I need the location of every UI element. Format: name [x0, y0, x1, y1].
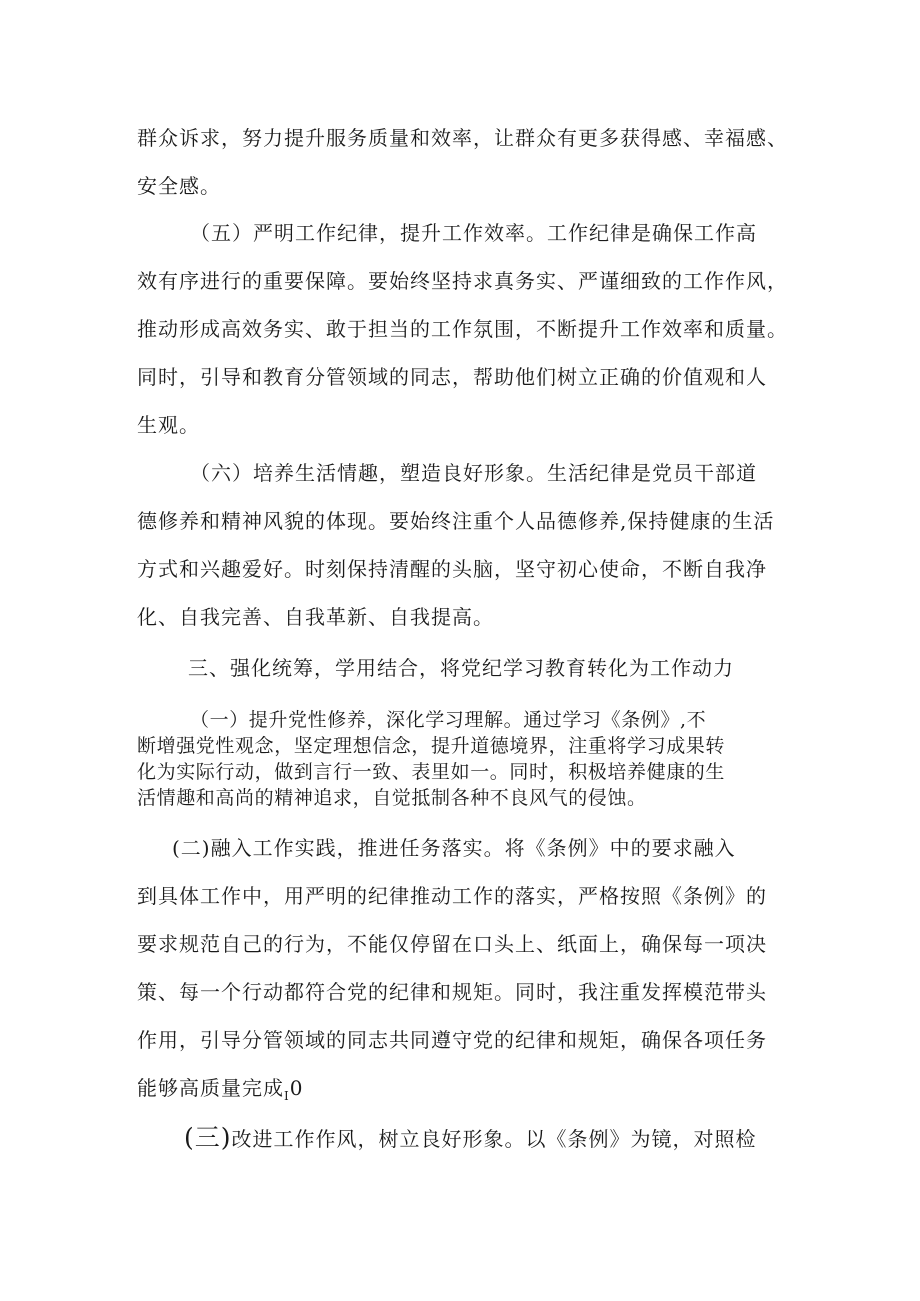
ocr-artifact-tail: 0 — [289, 1076, 304, 1100]
text-line: 群众诉求，努力提升服务质量和效率，让群众有更多获得感、幸福感、 — [137, 126, 788, 150]
text-line: 作用，引导分管领域的同志共同遵守党的纪律和规矩，确保各项任务 — [137, 1028, 767, 1052]
text-line: 到具体工作中，用严明的纪律推动工作的落实，严格按照《条例》的 — [137, 884, 767, 908]
text-line: 化、自我完善、自我革新、自我提高。 — [137, 605, 494, 629]
text-line: 策、每一个行动都符合党的纪律和规矩。同时，我注重发挥模范带头 — [137, 980, 767, 1004]
text-line: 要求规范自己的行为，不能仅停留在口头上、纸面上，确保每一项决 — [137, 932, 767, 956]
text-line: 方式和兴趣爱好。时刻保持清醒的头脑，坚守初心使命，不断自我净 — [137, 557, 767, 581]
text-line: 生观。 — [137, 413, 200, 437]
text-line: 推动形成高效务实、敢于担当的工作氛围，不断提升工作效率和质量。 — [137, 317, 788, 341]
section-heading-6: （六）培养生活情趣，塑造良好形象。生活纪律是党员干部道 — [190, 461, 757, 485]
text-line: 德修养和精神风貌的体现。要始终注重个人品德修养,保持健康的生活 — [137, 509, 775, 533]
text-line: 活情趣和高尚的精神追求，自觉抵制各种不良风气的侵蚀。 — [137, 787, 647, 809]
text-line-body: 改进工作作风，树立良好形象。以《条例》为镜，对照检 — [231, 1127, 757, 1151]
text-line — [137, 1074, 303, 1105]
text-line: 同时，引导和教育分管领域的同志，帮助他们树立正确的价值观和人 — [137, 365, 767, 389]
section-heading-5: （五）严明工作纪律，提升工作效率。工作纪律是确保工作高 — [190, 221, 757, 245]
text-line: 安全感。 — [137, 174, 221, 198]
ocr-artifact-subscript: I — [284, 1089, 290, 1103]
section-number-mark: (三) — [184, 1123, 232, 1152]
text-line: 效有序进行的重要保障。要始终坚持求真务实、严谨细致的工作作风， — [137, 269, 788, 293]
section-heading-2: (二)融入工作实践，推进任务落实。将《条例》中的要求融入 — [172, 836, 736, 860]
text-line-body: 能够高质量完成 — [137, 1076, 284, 1100]
text-line: 化为实际行动，做到言行一致、表里如一。同时，积极培养健康的生 — [137, 761, 726, 783]
chapter-heading-3: 三、强化统筹，学用结合，将党纪学习教育转化为工作动力 — [188, 656, 734, 680]
text-line: 断增强党性观念，坚定理想信念，提升道德境界，注重将学习成果转 — [137, 735, 726, 757]
section-heading-1: （一）提升党性修养，深化学习理解。通过学习《条例》,不 — [190, 709, 707, 731]
section-heading-3 — [184, 1124, 757, 1153]
